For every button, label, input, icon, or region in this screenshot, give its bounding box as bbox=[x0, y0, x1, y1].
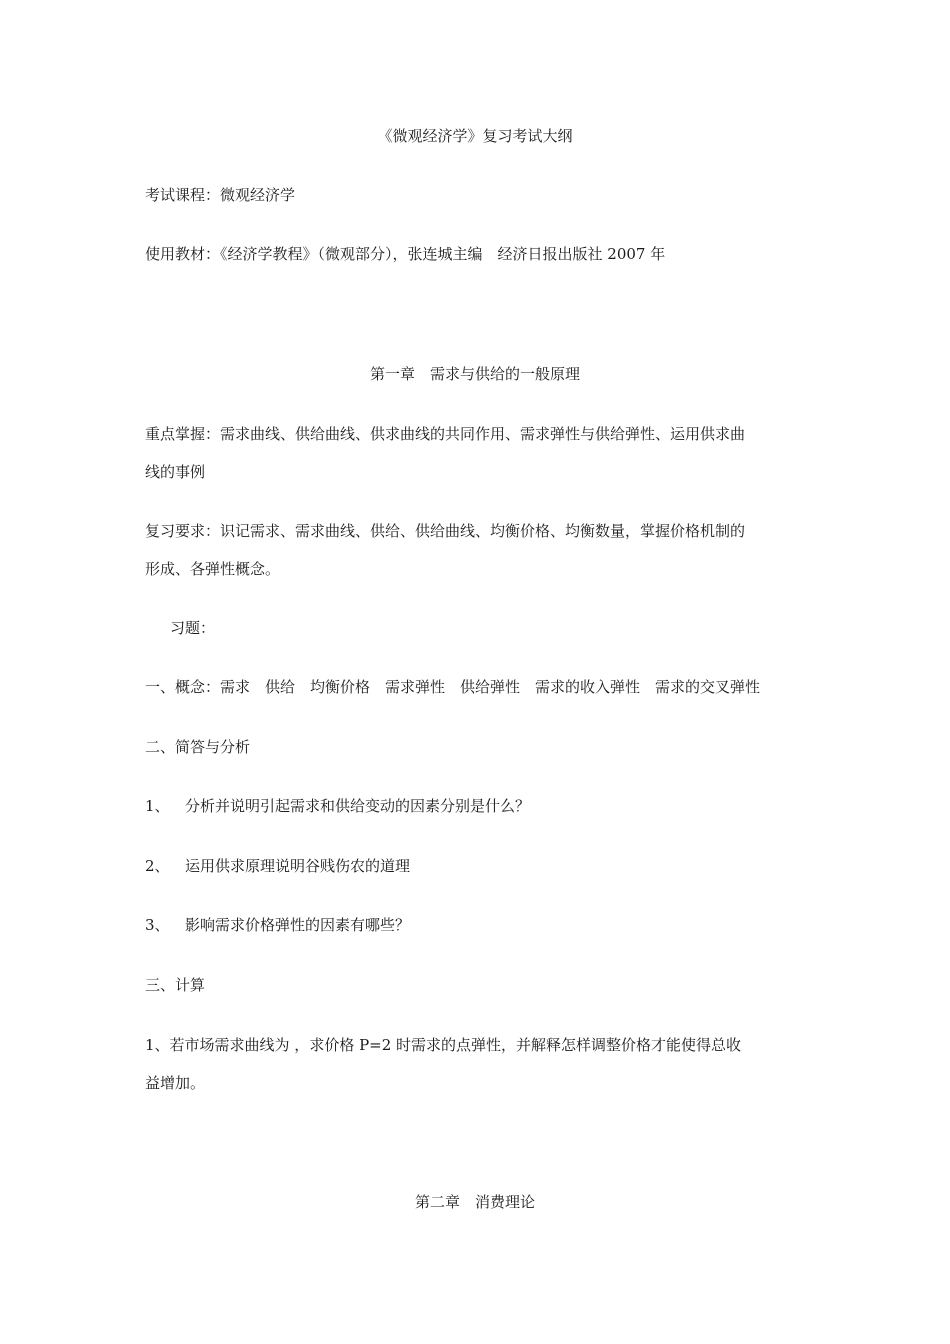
question-text: 分析并说明引起需求和供给变动的因素分别是什么？ bbox=[185, 797, 531, 815]
concepts-line: 一、概念：需求 供给 均衡价格 需求弹性 供给弹性 需求的收入弹性 需求的交叉弹性 bbox=[145, 678, 761, 696]
section3-heading: 三、计算 bbox=[145, 976, 206, 994]
review-line1: 复习要求：识记需求、需求曲线、供给、供给曲线、均衡价格、均衡数量，掌握价格机制的 bbox=[145, 522, 746, 540]
question-number: 3、 bbox=[145, 916, 170, 934]
document-title: 《微观经济学》复习考试大纲 bbox=[377, 127, 573, 145]
question-2 bbox=[145, 856, 815, 876]
question-3 bbox=[145, 915, 815, 935]
chapter1-heading: 第一章 需求与供给的一般原理 bbox=[369, 365, 580, 383]
question-number: 2、 bbox=[145, 857, 170, 875]
review-line2: 形成、各弹性概念。 bbox=[145, 560, 281, 578]
question-number: 1、 bbox=[145, 797, 170, 815]
calc-line2: 益增加。 bbox=[145, 1074, 206, 1092]
question-1 bbox=[145, 796, 815, 816]
key-points-line2: 线的事例 bbox=[145, 463, 206, 481]
exam-course: 考试课程：微观经济学 bbox=[145, 186, 296, 204]
textbook-info: 使用教材：《经济学教程》（微观部分），张连城主编 经济日报出版社 2007 年 bbox=[145, 245, 666, 263]
calc-line1: 1、若市场需求曲线为 ，求价格 P=2 时需求的点弹性，并解释怎样调整价格才能使得总收 bbox=[145, 1036, 742, 1054]
exercises-label: 习题： bbox=[170, 619, 216, 637]
chapter2-heading: 第二章 消费理论 bbox=[414, 1193, 535, 1211]
question-text: 影响需求价格弹性的因素有哪些？ bbox=[185, 916, 411, 934]
section2-heading: 二、简答与分析 bbox=[145, 738, 251, 756]
question-text: 运用供求原理说明谷贱伤农的道理 bbox=[185, 857, 411, 875]
key-points-line1: 重点掌握：需求曲线、供给曲线、供求曲线的共同作用、需求弹性与供给弹性、运用供求曲 bbox=[145, 425, 746, 443]
